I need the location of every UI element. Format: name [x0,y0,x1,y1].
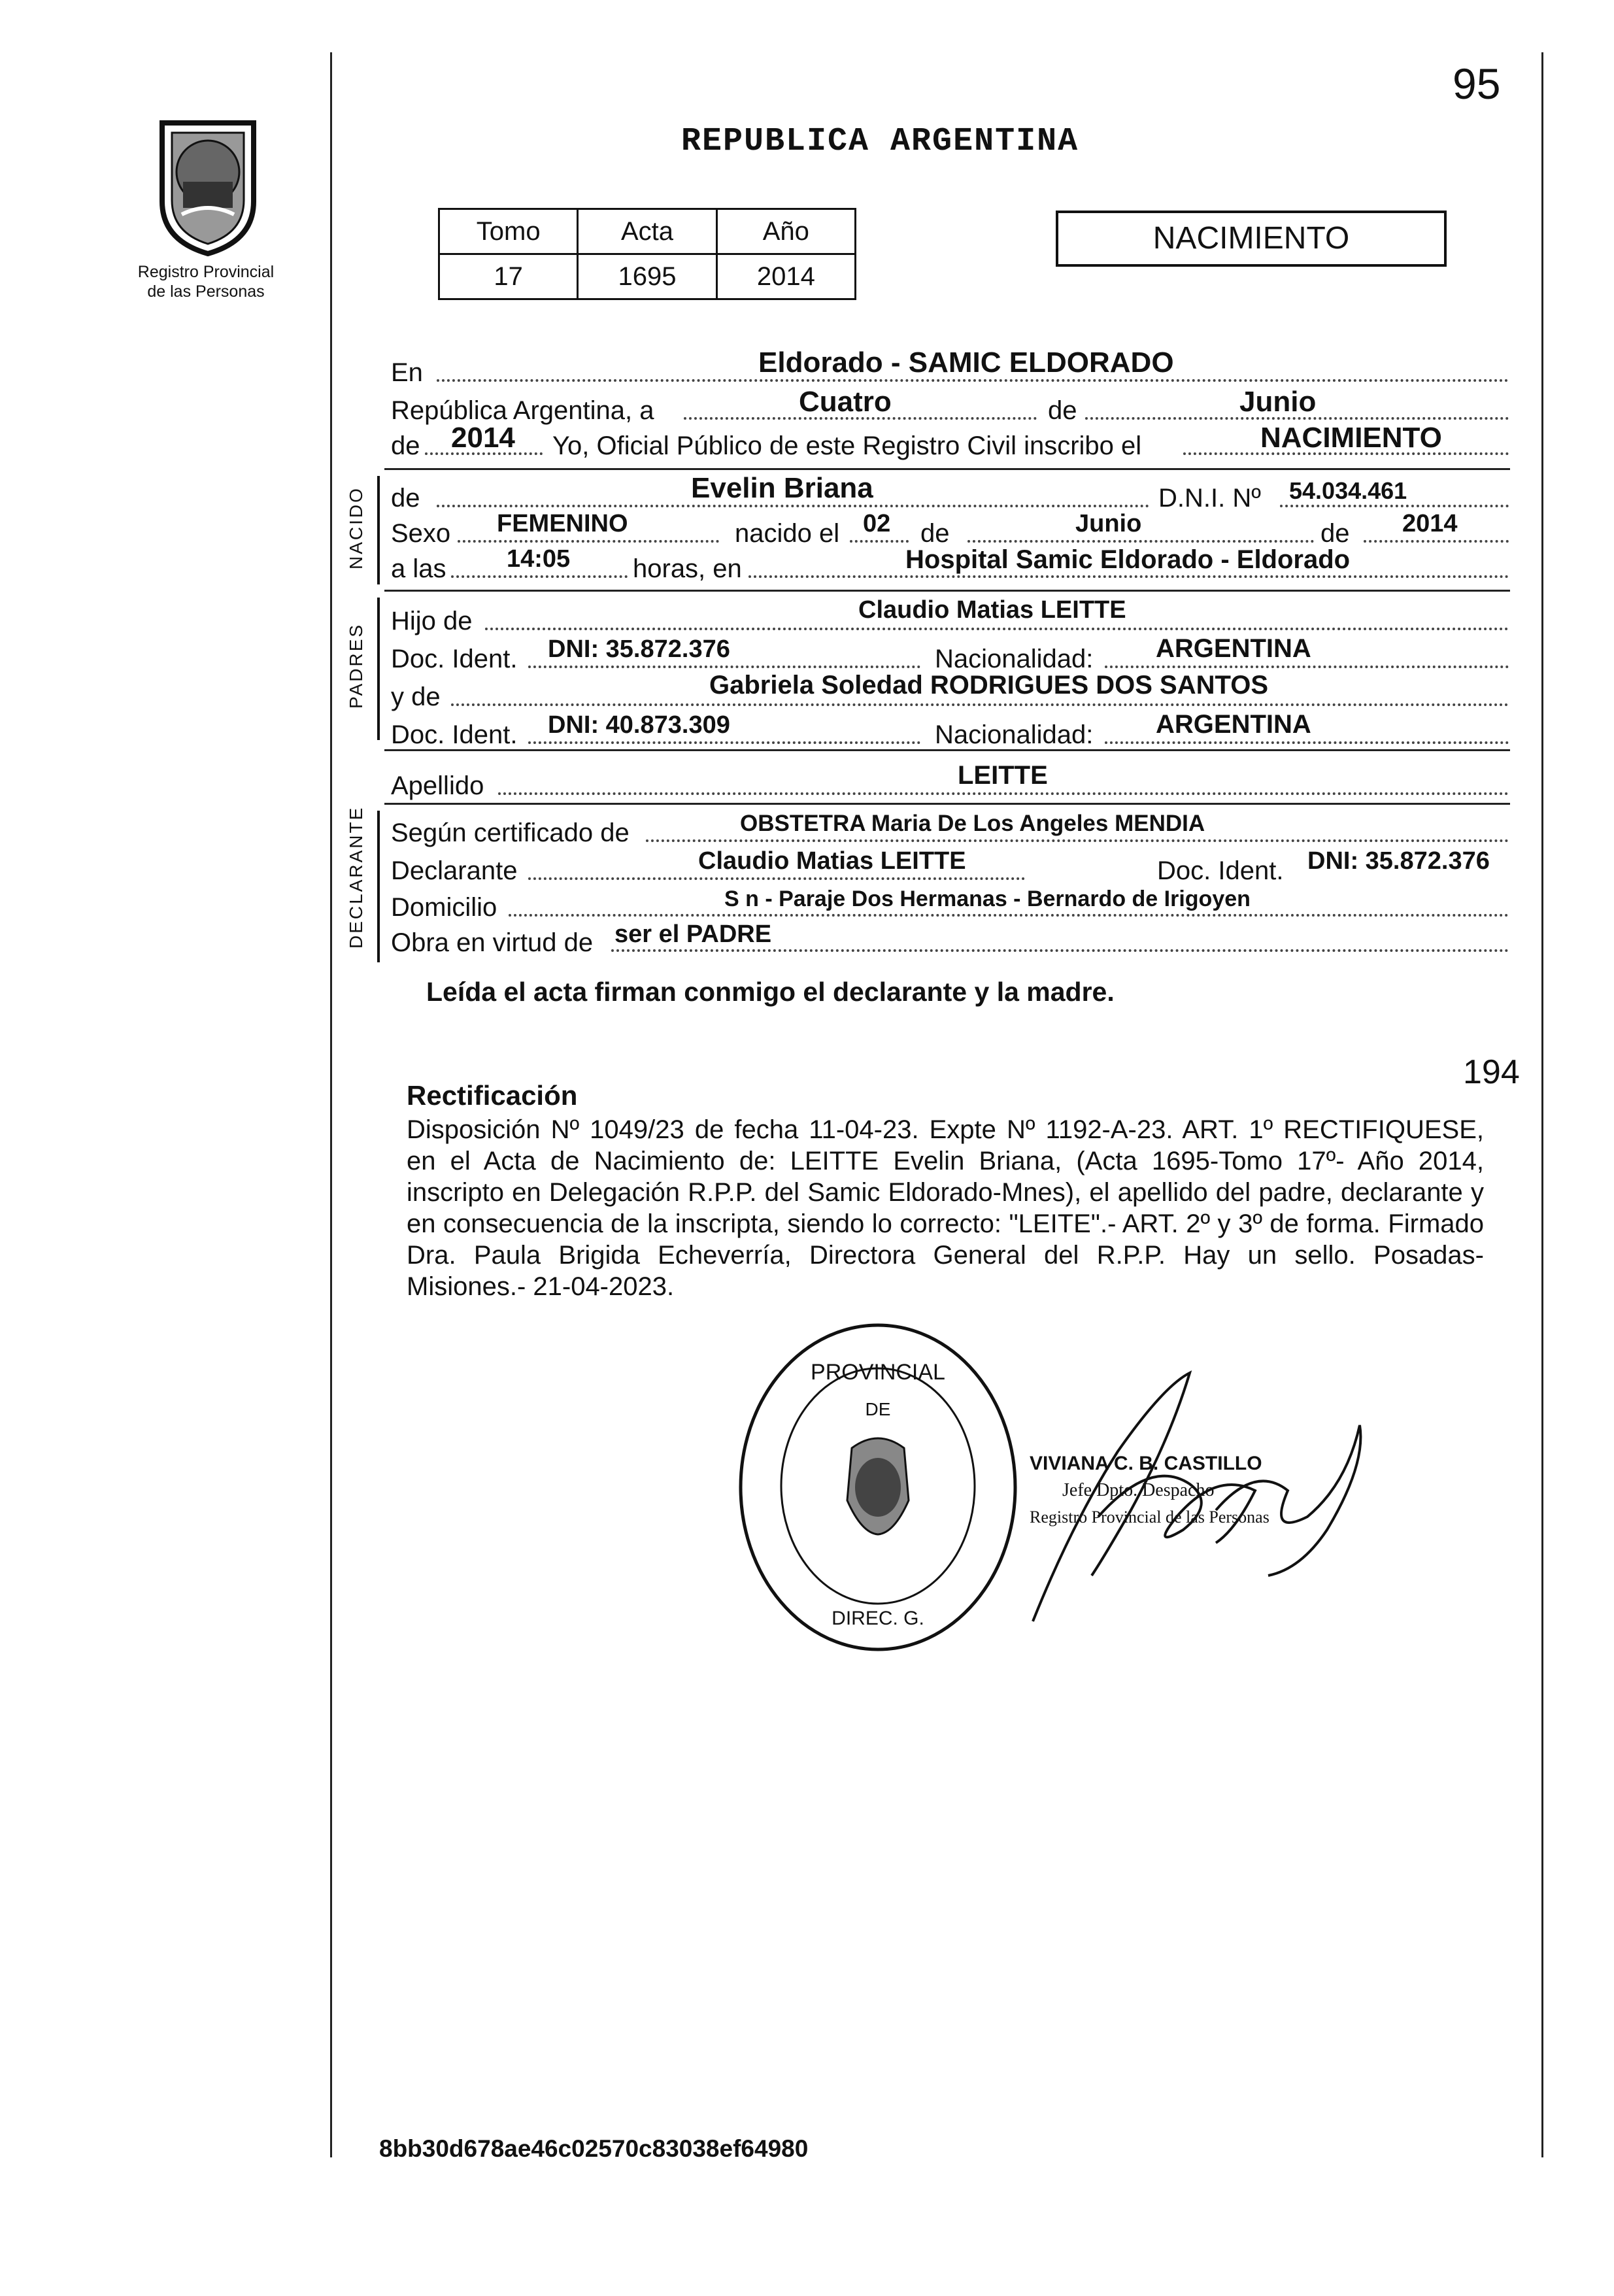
header-acta: Acta [578,209,716,254]
hora-value: 14:05 [507,545,571,573]
certificado-dots [646,839,1509,842]
padre-nac-dots [1105,666,1509,668]
padres-bar [377,598,380,740]
svg-text:DIREC. G.: DIREC. G. [832,1608,924,1629]
hora-dots [451,575,628,578]
madre-nac-value: ARGENTINA [1156,710,1311,739]
value-acta: 1695 [578,254,716,299]
domicilio-value: S n - Paraje Dos Hermanas - Bernardo de Irigoyen [724,886,1251,911]
dni-label: D.N.I. Nº [1158,484,1261,513]
horas-en-label: horas, en [633,554,742,583]
padre-doc-value: DNI: 35.872.376 [548,635,730,663]
rectificacion-number: 194 [1463,1053,1520,1091]
docident2-label: Doc. Ident. [391,720,518,749]
signatory-office: Registro Provincial de las Personas [1030,1508,1269,1527]
nac-mes-value: Junio [1075,510,1142,537]
right-margin-rule [1541,52,1543,2157]
section-label-nacido: NACIDO [346,486,366,569]
domicilio-label: Domicilio [391,893,497,922]
declarante-label: Declarante [391,856,518,885]
separator-1 [384,468,1510,470]
dia-value: Cuatro [799,386,892,418]
office-name-line1: Registro Provincial [137,263,275,281]
document-hash: 8bb30d678ae46c02570c83038ef64980 [379,2135,809,2162]
lugar-value: Hospital Samic Eldorado - Eldorado [905,545,1351,574]
padre-doc-dots [528,666,920,668]
left-margin-rule [330,52,332,2157]
nacionalidad2-label: Nacionalidad: [935,720,1094,749]
anio-value: 2014 [451,422,515,454]
apellido-value: LEITTE [958,761,1048,790]
docident3-label: Doc. Ident. [1157,856,1284,885]
yo-label: Yo, Oficial Público de este Registro Civil inscribo el [552,431,1142,460]
leida-statement: Leída el acta firman conmigo el declarante y la madre. [426,977,1115,1007]
hijo-label: Hijo de [391,607,473,635]
svg-text:PROVINCIAL: PROVINCIAL [811,1360,945,1385]
en-value: Eldorado - SAMIC ELDORADO [758,346,1174,379]
madre-doc-value: DNI: 40.873.309 [548,711,730,739]
dni-value: 54.034.461 [1289,477,1407,504]
page-number: 95 [1453,59,1501,108]
document-title: REPUBLICA ARGENTINA [681,123,1079,160]
madre-doc-dots [528,741,920,744]
declarante-doc-value: DNI: 35.872.376 [1307,847,1490,875]
handwritten-signature [1020,1360,1386,1634]
en-label: En [391,358,423,387]
section-label-padres: PADRES [346,622,366,709]
alas-label: a las [391,554,446,583]
padre-value: Claudio Matias LEITTE [858,596,1126,624]
rectificacion-heading: Rectificación [407,1080,578,1111]
separator-3 [384,749,1510,751]
separator-2 [384,590,1510,592]
apellido-label: Apellido [391,771,484,800]
svg-text:DE: DE [865,1399,891,1419]
nacido-label: nacido el [735,519,840,548]
record-table [438,208,856,300]
docident-label: Doc. Ident. [391,645,518,673]
declarante-dots [528,877,1025,880]
signatory-role: Jefe Dpto. Despacho [1062,1480,1215,1500]
nombre-value: Evelin Briana [691,472,873,504]
mes-value: Junio [1239,386,1317,418]
inscribo-value: NACIMIENTO [1260,422,1442,454]
lugar-dots [748,575,1509,578]
certificado-value: OBSTETRA Maria De Los Angeles MENDIA [740,811,1205,836]
padre-nac-value: ARGENTINA [1156,634,1311,663]
sexo-value: FEMENINO [497,510,628,537]
domicilio-dots [509,914,1509,917]
nac-mes-dots [967,540,1314,543]
en-dots [437,379,1509,382]
apellido-dots [498,792,1509,795]
madre-nac-dots [1105,741,1509,744]
nombre-dots [437,505,1149,507]
madre-dots [451,703,1509,706]
provincial-seal-logo [143,110,273,260]
republica-label: República Argentina, a [391,396,654,425]
nacionalidad-label: Nacionalidad: [935,645,1094,673]
de3-label: de [391,484,420,513]
record-type-box: NACIMIENTO [1056,211,1447,267]
nac-dia-value: 02 [863,510,891,537]
value-tomo: 17 [439,254,578,299]
sexo-label: Sexo [391,519,451,548]
nac-dia-dots [850,540,909,543]
obra-label: Obra en virtud de [391,928,594,957]
separator-4 [384,803,1510,805]
de4-label: de [920,519,950,548]
de5-label: de [1320,519,1350,548]
header-tomo: Tomo [439,209,578,254]
sexo-dots [458,540,719,543]
de-label: de [1048,396,1077,425]
nacido-bar [377,476,380,584]
obra-dots [611,949,1509,952]
dni-dots [1280,505,1509,507]
header-anio: Año [716,209,855,254]
obra-value: ser el PADRE [614,920,772,948]
nac-anio-dots [1364,540,1509,543]
section-label-declarante: DECLARANTE [346,805,366,949]
signatory-name: VIVIANA C. B. CASTILLO [1030,1453,1262,1474]
declarante-value: Claudio Matias LEITTE [698,847,966,875]
declarante-bar [377,811,380,962]
value-anio: 2014 [716,254,855,299]
nac-anio-value: 2014 [1402,510,1458,537]
de2-label: de [391,431,420,460]
registry-oval-stamp [731,1317,1025,1657]
segun-label: Según certificado de [391,819,630,847]
padre-dots [485,628,1509,630]
yde-label: y de [391,683,441,711]
rectificacion-body: Disposición Nº 1049/23 de fecha 11-04-23. Expte Nº 1192-A-23. ART. 1º RECTIFIQUESE, en el Acta de Nacimiento de: LEITTE Evelin Briana, (Acta 1695-Tomo 17º- Año 2014, inscripto en Delegación R.P.P. del Samic Eldorado-Mnes), el apellido del padre, declarante y en consecuencia de la inscripta, siendo lo correcto: "LEITE".- ART. 2º y 3º de forma. Firmado Dra. Paula Brigida Echeverría, Directora General del R.P.P. Hay un sello. Posadas- Misiones.- 21-04-2023. [407,1115,1484,1301]
madre-value: Gabriela Soledad RODRIGUES DOS SANTOS [709,671,1268,700]
office-name-line2: de las Personas [147,282,265,301]
